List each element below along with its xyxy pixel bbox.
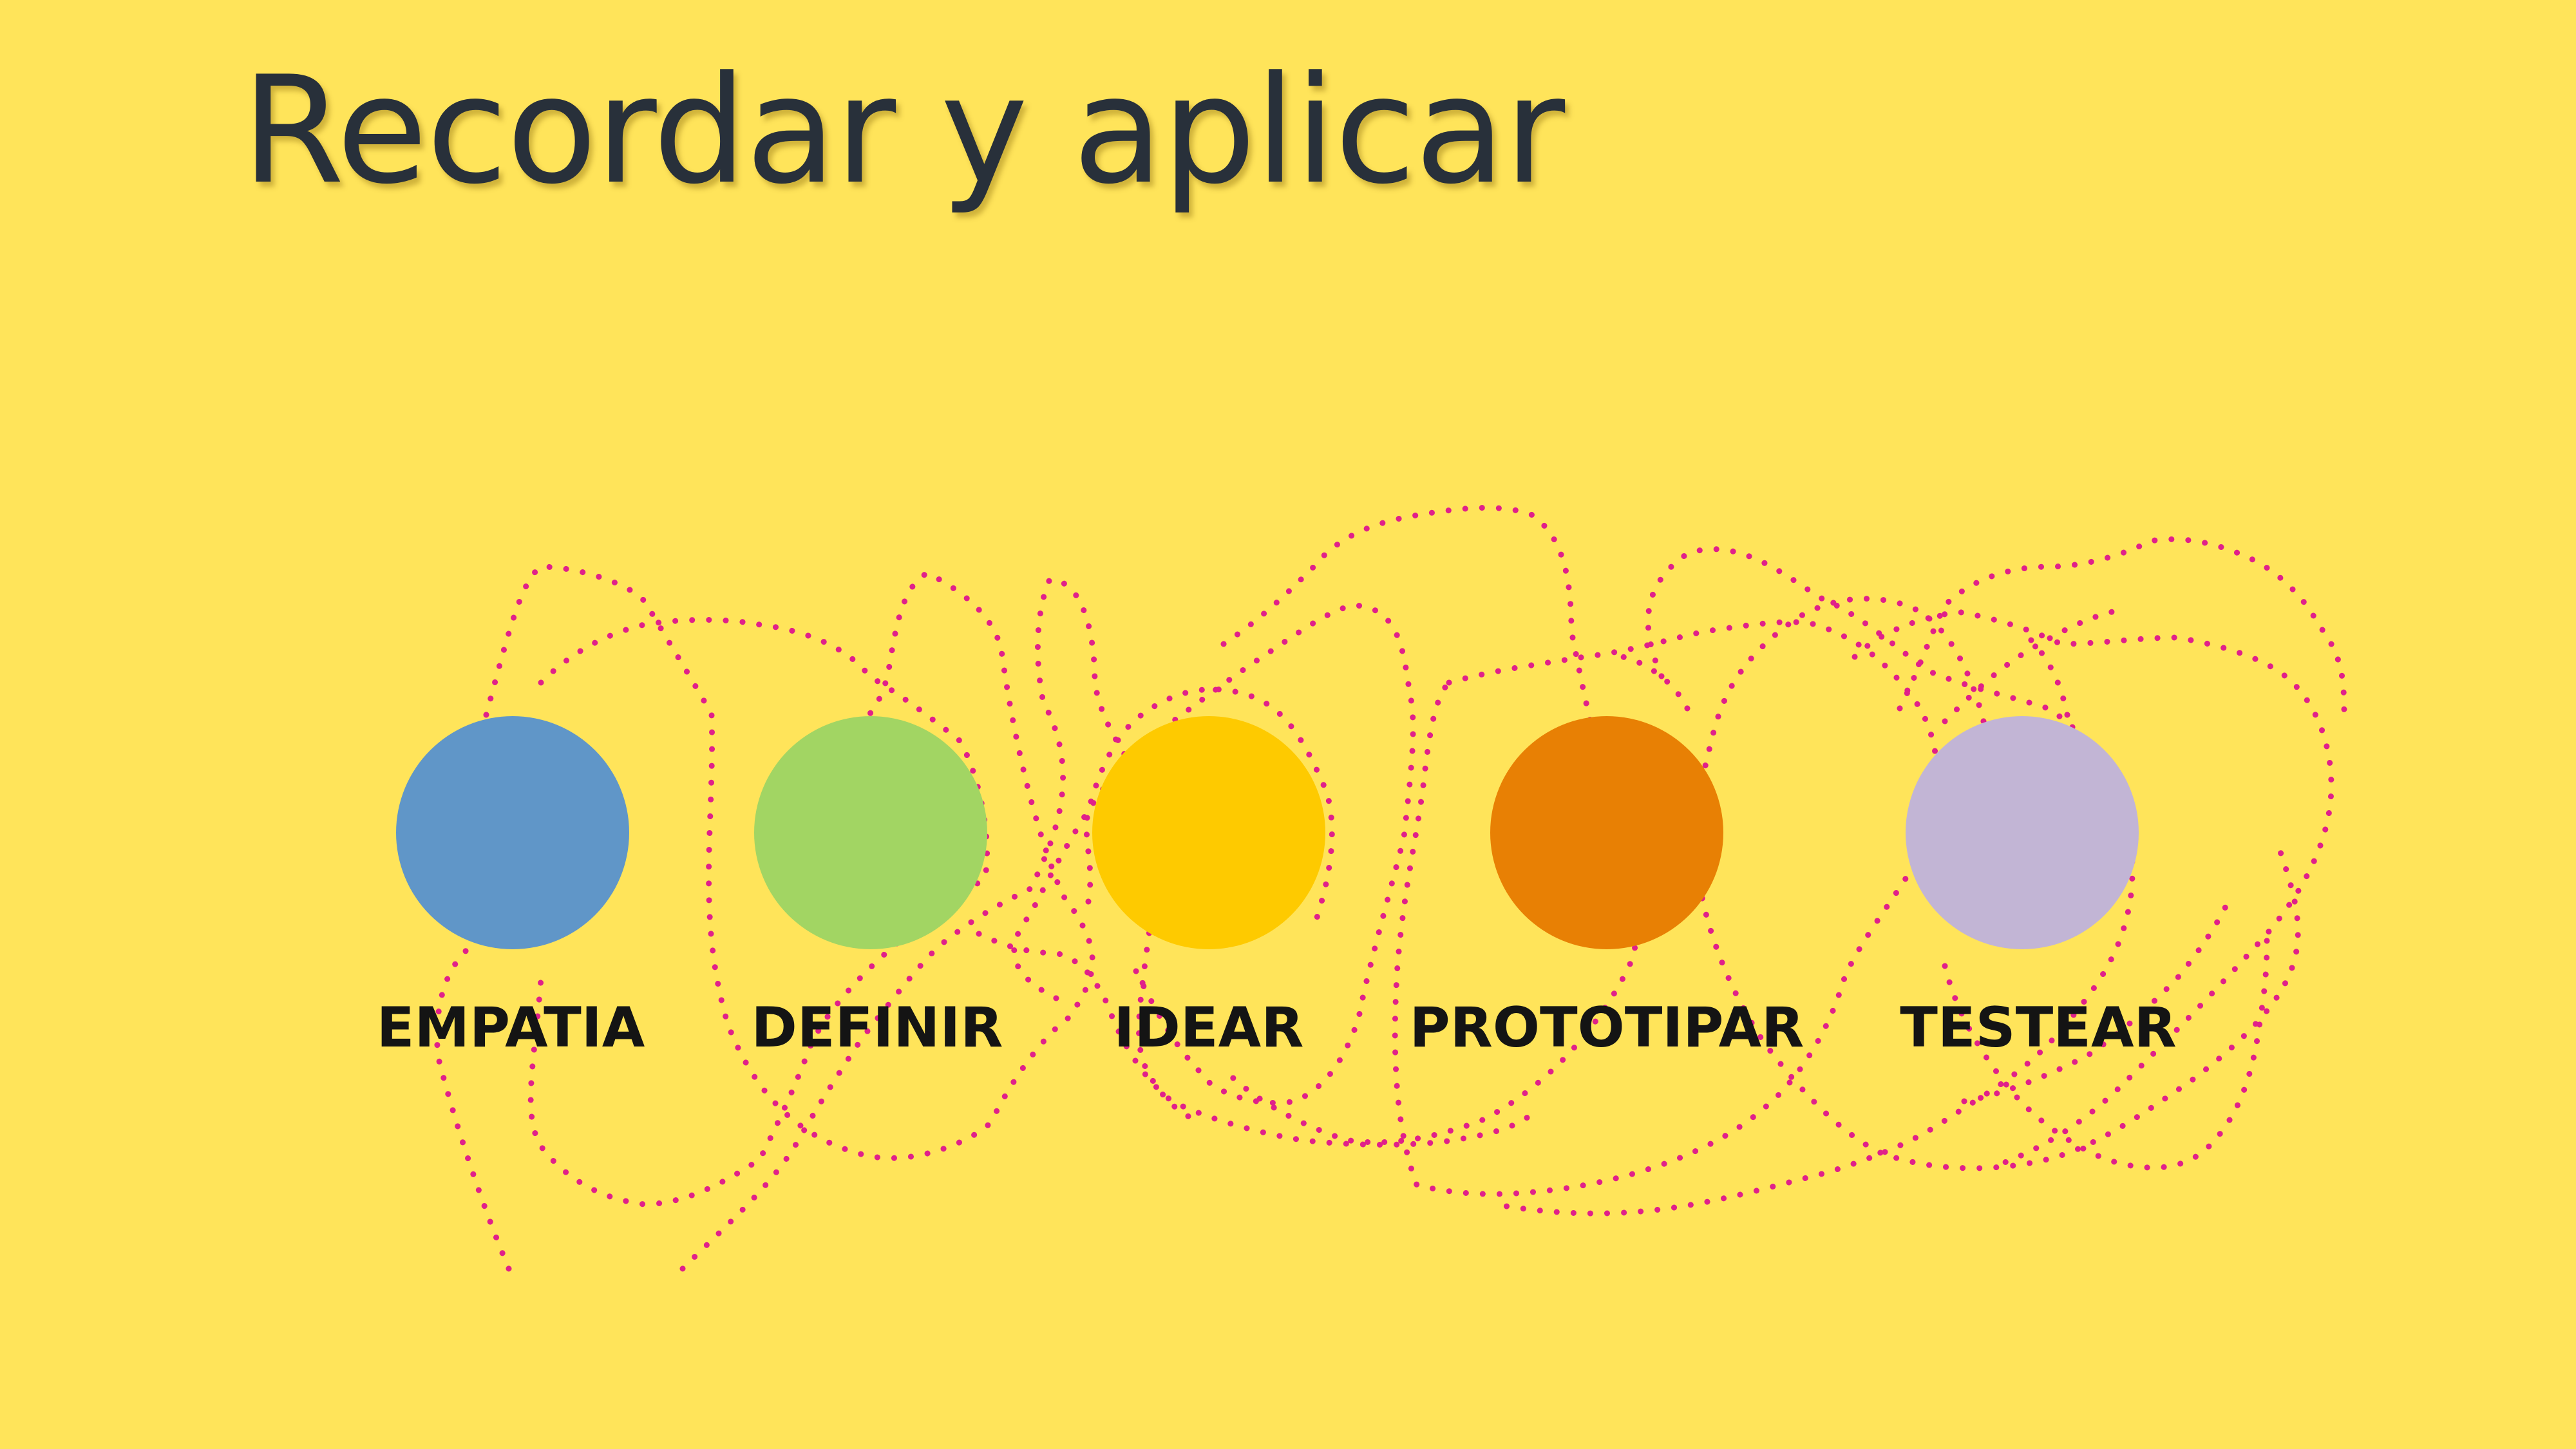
stage-idear-circle [1092,716,1325,949]
stage-definir-circle [754,716,987,949]
stage-definir [751,716,1003,1060]
stage-empatia [377,716,645,1060]
stage-prototipar [1410,716,1804,1060]
stage-definir-label: DEFINIR [751,996,1003,1060]
stage-empatia-circle [396,716,629,949]
stage-testear-circle [1906,716,2139,949]
stage-testear-label: TESTEAR [1900,996,2177,1060]
scribble-path-j [1900,539,2344,721]
stage-empatia-label: EMPATIA [376,996,645,1060]
stage-idear [1092,716,1325,1060]
slide-title: Recordar y aplicar [242,45,1564,217]
scribble-overlay-b [1623,657,1687,708]
stage-idear-label: IDEAR [1113,996,1304,1060]
stage-prototipar-label: PROTOTIPAR [1409,996,1804,1060]
stage-prototipar-circle [1490,716,1723,949]
stage-testear [1900,716,2177,1060]
